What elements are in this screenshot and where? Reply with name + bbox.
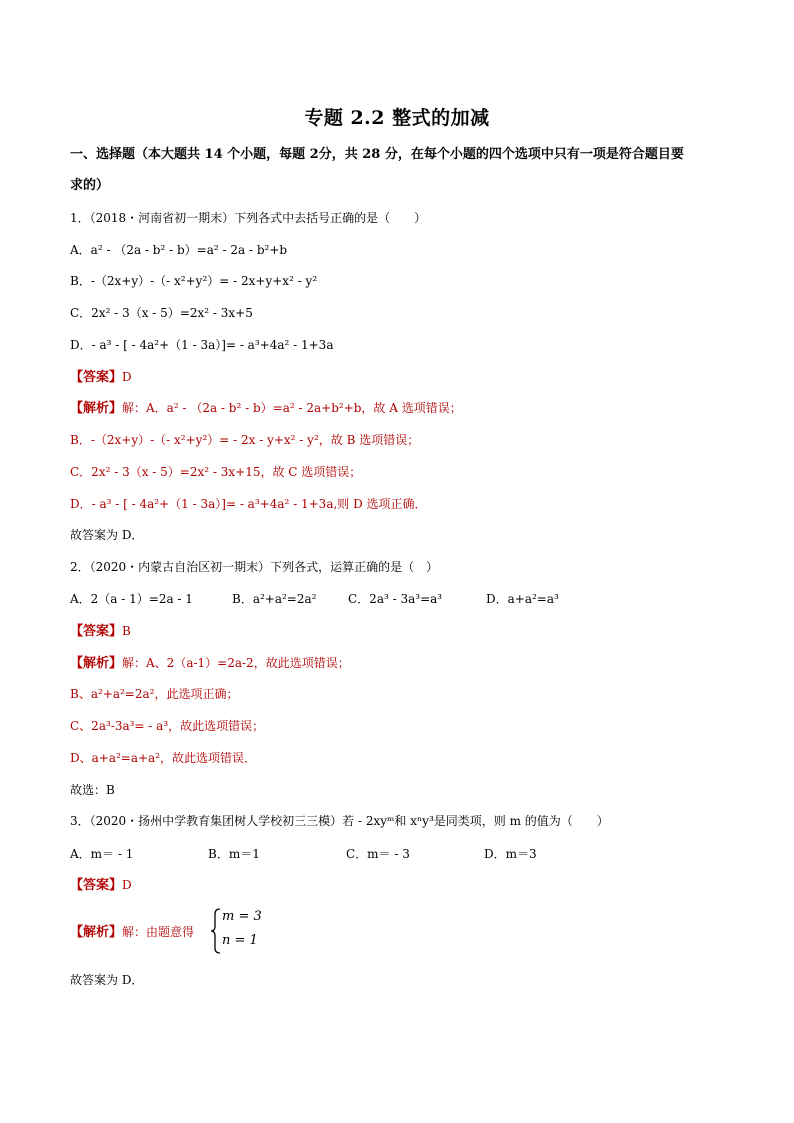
q3-option-c: C．m＝ - 3 [346,847,410,861]
left-brace-icon [210,908,222,954]
q3-analysis-prefix: 解：由题意得 [122,925,195,939]
q1-option-b: B．-（2x+y）-（- x²+y²）= - 2x+y+x² - y² [70,274,318,288]
section-heading: 一、选择题（本大题共 14 个小题，每题 2分，共 28 分，在每个小题的四个选项中只有一项是符合题目要 [70,147,684,162]
equation-system [210,908,270,954]
q2-option-c: C．2a³ - 3a³=a³ [348,592,443,606]
q2-analysis-3: C、2a³-3a³= - a³，故此选项错误； [70,719,265,733]
q2-option-b: B．a²+a²=2a² [232,592,317,606]
q1-stem: 1．（2018・河南省初一期末）下列各式中去括号正确的是（ ） [70,211,427,225]
q3-answer [70,877,132,894]
q1-analysis-text: 解：A．a² - （2a - b² - b）=a² - 2a+b²+b，故 A 选项错误； [122,401,462,415]
q3-stem: 3．（2020・扬州中学教育集团树人学校初三三模）若 - 2xyᵐ和 xⁿy³是同类项，则 m 的值为（ ） [70,814,609,828]
q3-answer-value: D [122,878,132,892]
q1-option-c: C．2x² - 3（x - 5）=2x² - 3x+5 [70,306,253,320]
q3-conclusion: 故答案为 D． [70,973,144,987]
q1-analysis-2: B．-（2x+y）-（- x²+y²）= - 2x - y+x² - y²，故 B 选项错误； [70,433,420,447]
q2-answer [70,623,131,640]
system-eq-1: m = 3 [222,909,262,924]
q1-analysis-1 [70,400,462,417]
answer-label: 【答案】 [70,370,123,385]
q3-options [70,846,537,862]
q1-answer [70,369,132,386]
q2-analysis-4: D、a+a²=a+a²，故此选项错误． [70,751,257,765]
q2-options [70,591,559,607]
q1-analysis-4: D．- a³ - [ - 4a²+（1 - 3a）]= - a³+4a² - 1+3a,则 D 选项正确． [70,497,427,511]
system-eq-2: n = 1 [222,933,258,948]
analysis-label: 【解析】 [70,925,123,940]
q1-option-a: A．a² - （2a - b² - b）=a² - 2a - b²+b [70,243,288,257]
q3-option-d: D．m＝3 [484,847,537,861]
q2-option-a: A．2（a - 1）=2a - 1 [70,592,193,606]
page-title: 专题 2.2 整式的加减 [304,107,490,129]
q1-option-d: D．- a³ - [ - 4a²+（1 - 3a）]= - a³+4a² - 1+3a [70,338,334,352]
q2-analysis-1 [70,655,350,672]
q2-option-d: D．a+a²=a³ [486,592,559,606]
q2-analysis-text: 解：A、2（a-1）=2a-2，故此选项错误； [122,656,350,670]
q2-analysis-2: B、a²+a²=2a²，此选项正确； [70,687,239,701]
q1-conclusion: 故答案为 D． [70,528,144,542]
q3-option-a: A．m＝ - 1 [70,847,134,861]
q2-answer-value: B [122,624,131,638]
q3-analysis-1 [70,924,194,941]
answer-label: 【答案】 [70,878,123,893]
analysis-label: 【解析】 [70,656,123,671]
section-heading-cont: 求的） [70,178,110,193]
q1-analysis-3: C．2x² - 3（x - 5）=2x² - 3x+15，故 C 选项错误； [70,465,362,479]
analysis-label: 【解析】 [70,401,123,416]
q2-stem: 2．（2020・内蒙古自治区初一期末）下列各式，运算正确的是（ ） [70,560,439,574]
q1-answer-value: D [122,370,132,384]
q3-option-b: B．m＝1 [208,847,260,861]
q2-conclusion: 故选：B [70,783,115,797]
answer-label: 【答案】 [70,624,123,639]
